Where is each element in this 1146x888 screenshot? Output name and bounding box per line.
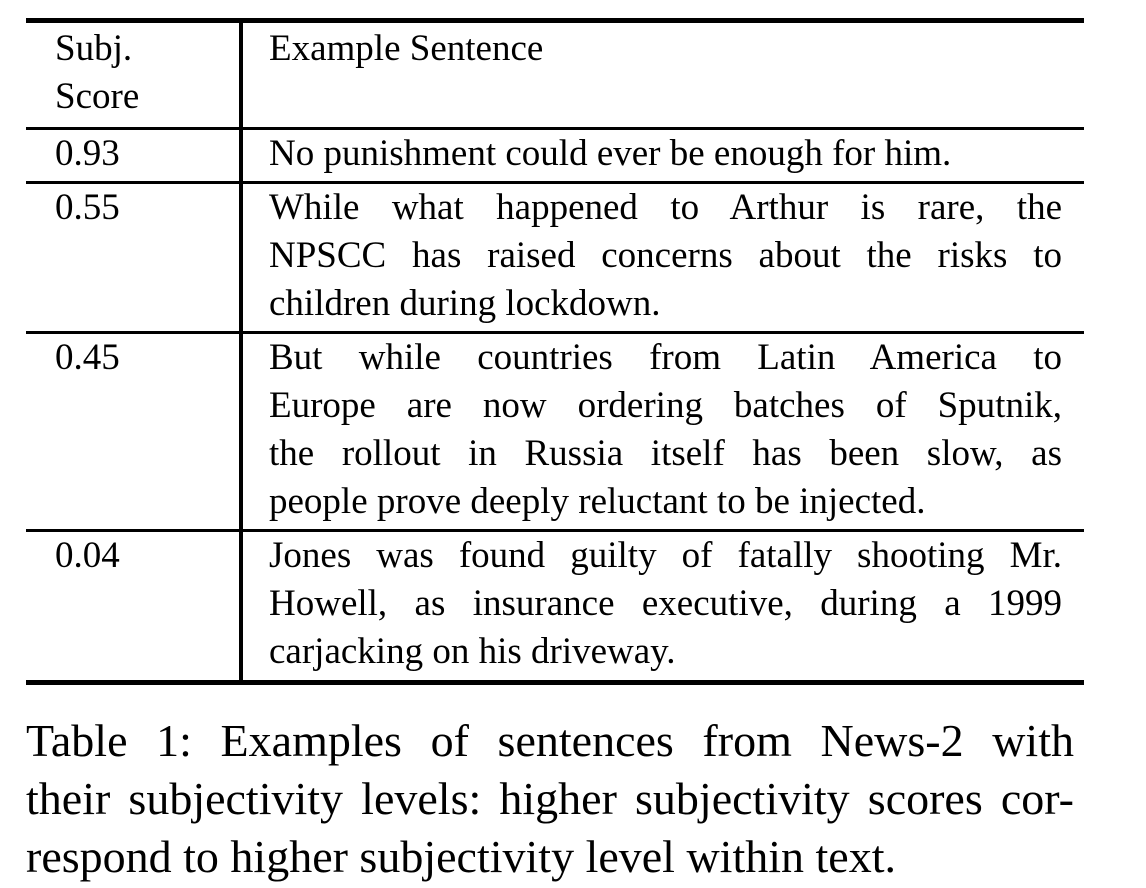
- caption-line: Table 1: Examples of sentences from News-2 with: [26, 715, 1074, 766]
- sentence-cell: [241, 531, 1084, 683]
- sentence-line: the rollout in Russia itself has been slow, as: [269, 433, 1062, 474]
- examples-table: [26, 18, 1084, 685]
- sentence-line: carjacking on his driveway.: [269, 631, 676, 672]
- score-cell: 0.55: [26, 183, 241, 333]
- sentence-line: No punishment could ever be enough for him.: [269, 133, 952, 174]
- table-header-row: [26, 21, 1084, 129]
- sentence-cell: [241, 129, 1084, 183]
- header-score-line-1: Subj.: [55, 28, 133, 69]
- caption-line: respond to higher subjectivity level within text.: [26, 831, 897, 882]
- header-score-line-2: Score: [55, 76, 140, 117]
- score-cell: 0.04: [26, 531, 241, 683]
- table-row: [26, 333, 1084, 531]
- caption-line: their subjectivity levels: higher subjectivity scores cor-: [26, 773, 1074, 824]
- sentence-line: Europe are now ordering batches of Sputnik,: [269, 385, 1062, 426]
- table-row: [26, 183, 1084, 333]
- sentence-line: people prove deeply reluctant to be injected.: [269, 481, 926, 522]
- table-row: [26, 531, 1084, 683]
- table-caption: [26, 712, 1074, 886]
- sentence-line: children during lockdown.: [269, 283, 661, 324]
- table-row: [26, 129, 1084, 183]
- score-cell: 0.93: [26, 129, 241, 183]
- sentence-line: Jones was found guilty of fatally shooting Mr.: [269, 535, 1062, 576]
- sentence-cell: [241, 333, 1084, 531]
- sentence-line: Howell, as insurance executive, during a 1999: [269, 583, 1062, 624]
- sentence-line: NPSCC has raised concerns about the risks to: [269, 235, 1062, 276]
- header-sentence: Example Sentence: [241, 21, 1084, 129]
- score-cell: 0.45: [26, 333, 241, 531]
- sentence-cell: [241, 183, 1084, 333]
- header-score: [26, 21, 241, 129]
- examples-table-container: [26, 18, 1084, 685]
- sentence-line: While what happened to Arthur is rare, the: [269, 187, 1062, 228]
- sentence-line: But while countries from Latin America to: [269, 337, 1062, 378]
